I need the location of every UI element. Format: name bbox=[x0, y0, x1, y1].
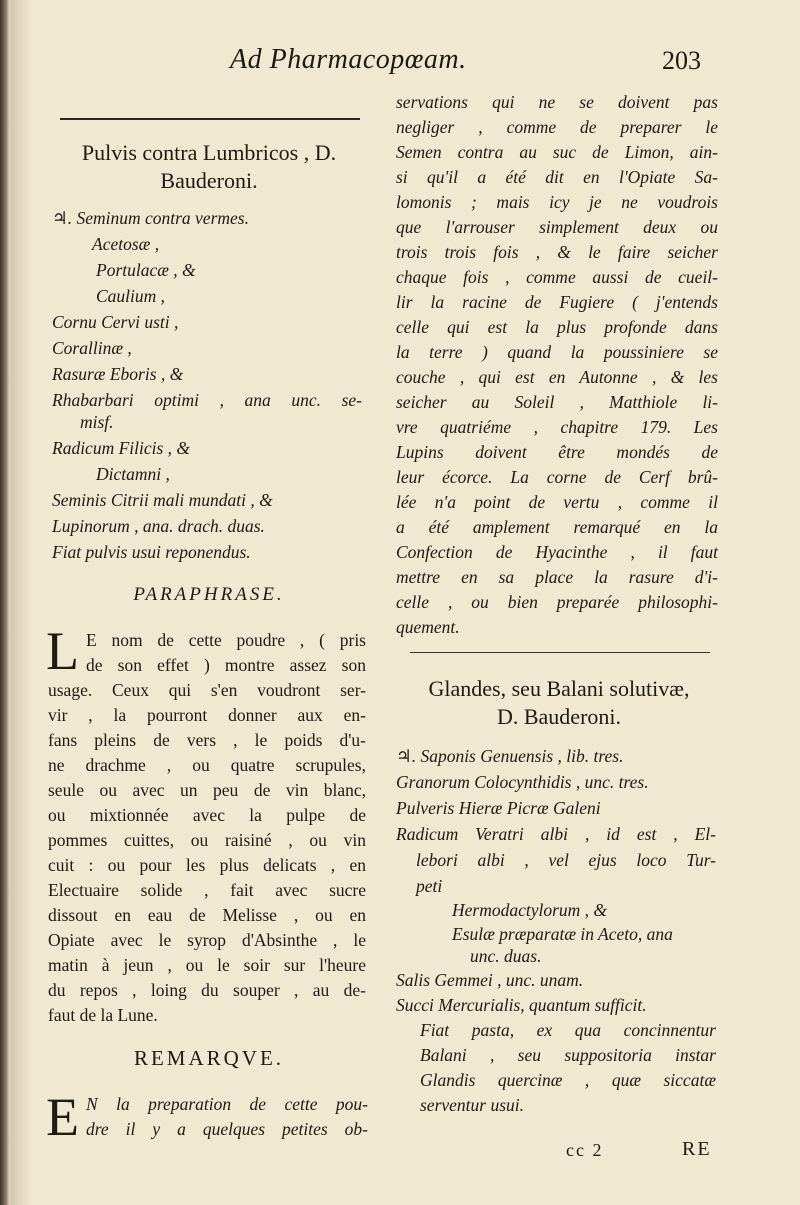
section-rule bbox=[60, 118, 360, 120]
recipe-line: serventur usui. bbox=[420, 1095, 525, 1115]
recipe-line: Esulæ præparatæ in Aceto, ana bbox=[452, 924, 673, 944]
recipe-line: lebori albi , vel ejus loco Tur- bbox=[416, 850, 716, 870]
recipe-line: Glandis quercinæ , quæ siccatæ bbox=[420, 1070, 716, 1090]
recipe-line: unc. duas. bbox=[470, 946, 542, 966]
continuation-line: celle , ou bien preparée philosophi- bbox=[396, 592, 718, 612]
recipe-title-line: Pulvis contra Lumbricos , D. bbox=[81, 140, 337, 165]
paraphrase-line: ne drachme , ou quatre scrupules, bbox=[48, 755, 366, 775]
continuation-line: Lupins doivent être mondés de bbox=[396, 442, 718, 462]
continuation-line: lir la racine de Fugiere ( j'entends bbox=[396, 292, 718, 312]
continuation-line: couche , qui est en Autonne , & les bbox=[396, 367, 718, 387]
recipe-line: Corallinæ , bbox=[52, 338, 132, 358]
continuation-line: trois trois fois , & le faire seicher bbox=[396, 242, 718, 262]
paraphrase-line: Electuaire solide , fait avec sucre bbox=[48, 880, 366, 900]
recipe-line: ♃. Saponis Genuensis , lib. tres. bbox=[396, 746, 624, 766]
section-heading-paraphrase: PARAPHRASE. bbox=[133, 584, 285, 605]
recipe-title-line: D. Bauderoni. bbox=[496, 704, 622, 729]
catchword: RE bbox=[682, 1138, 712, 1160]
continuation-line: servations qui ne se doivent pas bbox=[396, 92, 718, 112]
recipe-line: Rhabarbari optimi , ana unc. se- bbox=[52, 390, 362, 410]
recipe-line: Caulium , bbox=[96, 286, 166, 306]
recipe-line: peti bbox=[416, 876, 443, 896]
recipe-line: Portulacæ , & bbox=[96, 260, 196, 280]
continuation-line: que l'arrouser simplement deux ou bbox=[396, 217, 718, 237]
recipe-line: Hermodactylorum , & bbox=[452, 900, 608, 920]
continuation-line: la terre ) quand la poussiniere se bbox=[396, 342, 718, 362]
continuation-line: Semen contra au suc de Limon, ain- bbox=[396, 142, 718, 162]
continuation-line: a été amplement remarqué en la bbox=[396, 517, 718, 537]
recipe-line: Fiat pulvis usui reponendus. bbox=[52, 542, 251, 562]
recipe-line: misf. bbox=[80, 412, 114, 432]
continuation-line: lée n'a point de vertu , comme il bbox=[396, 492, 718, 512]
paraphrase-line: usage. Ceux qui s'en voudront ser- bbox=[48, 680, 366, 700]
paraphrase-line: faut de la Lune. bbox=[48, 1005, 158, 1025]
continuation-line: Confection de Hyacinthe , il faut bbox=[396, 542, 718, 562]
recipe-line: Succi Mercurialis, quantum sufficit. bbox=[396, 995, 647, 1015]
paraphrase-line: pommes cuittes, ou raisiné , ou vin bbox=[48, 830, 366, 850]
continuation-line: chaque fois , comme aussi de cueil- bbox=[396, 267, 718, 287]
gutter-shadow bbox=[10, 0, 32, 1205]
remarque-line: dre il y a quelques petites ob- bbox=[86, 1119, 368, 1139]
continuation-line: vre quatriéme , chapitre 179. Les bbox=[396, 417, 718, 437]
recipe-line: Fiat pasta, ex qua concinnentur bbox=[420, 1020, 716, 1040]
running-title: Ad Pharmacopœam. bbox=[230, 44, 467, 75]
recipe-title-line: Glandes, seu Balani solutivæ, bbox=[428, 676, 690, 701]
paraphrase-line: dissout en eau de Melisse , ou en bbox=[48, 905, 366, 925]
recipe-line: ♃. Seminum contra vermes. bbox=[52, 208, 249, 228]
paraphrase-line: Opiate avec le syrop d'Absinthe , le bbox=[48, 930, 366, 950]
page-number: 203 bbox=[662, 46, 701, 75]
paraphrase-line: de son effet ) montre assez son bbox=[86, 655, 366, 675]
recipe-line: Seminis Citrii mali mundati , & bbox=[52, 490, 273, 510]
book-spine-shadow bbox=[0, 0, 10, 1205]
drop-cap: E bbox=[46, 1087, 79, 1147]
paraphrase-line: du repos , loing du souper , au de- bbox=[48, 980, 366, 1000]
continuation-line: negliger , comme de preparer le bbox=[396, 117, 718, 137]
paraphrase-line: ou mixtionnée avec la pulpe de bbox=[48, 805, 366, 825]
paraphrase-line: seule ou avec un peu de vin blanc, bbox=[48, 780, 366, 800]
continuation-line: seicher au Soleil , Matthiole li- bbox=[396, 392, 718, 412]
recipe-line: Pulveris Hieræ Picræ Galeni bbox=[396, 798, 601, 818]
recipe-line: Radicum Veratri albi , id est , El- bbox=[396, 824, 716, 844]
signature-mark: cc 2 bbox=[566, 1140, 604, 1160]
recipe-line: Radicum Filicis , & bbox=[52, 438, 191, 458]
paraphrase-line: fans pleins de vers , le poids d'u- bbox=[48, 730, 366, 750]
recipe-line: Cornu Cervi usti , bbox=[52, 312, 179, 332]
continuation-line: si qu'il a été dit en l'Opiate Sa- bbox=[396, 167, 718, 187]
recipe-line: Dictamni , bbox=[96, 464, 170, 484]
recipe-line: Rasuræ Eboris , & bbox=[52, 364, 184, 384]
recipe-line: Acetosæ , bbox=[92, 234, 160, 254]
recipe-line: Salis Gemmei , unc. unam. bbox=[396, 970, 584, 990]
continuation-line: mettre en sa place la rasure d'i- bbox=[396, 567, 718, 587]
paraphrase-line: cuit : ou pour les plus delicats , en bbox=[48, 855, 366, 875]
recipe-line: Lupinorum , ana. drach. duas. bbox=[52, 516, 265, 536]
recipe-line: Balani , seu suppositoria instar bbox=[420, 1045, 716, 1065]
recipe-title-line: Bauderoni. bbox=[160, 168, 258, 193]
section-heading-remarque: REMARQVE. bbox=[133, 1046, 285, 1070]
paraphrase-line: matin à jeun , ou le soir sur l'heure bbox=[48, 955, 366, 975]
recipe-line: Granorum Colocynthidis , unc. tres. bbox=[396, 772, 649, 792]
section-rule bbox=[410, 652, 710, 653]
continuation-line: lomonis ; mais icy je ne voudrois bbox=[396, 192, 718, 212]
drop-cap: L bbox=[46, 621, 79, 681]
paraphrase-line: vir , la pourront donner aux en- bbox=[48, 705, 366, 725]
remarque-line: N la preparation de cette pou- bbox=[86, 1094, 368, 1114]
continuation-line: quement. bbox=[396, 617, 460, 637]
continuation-line: leur écorce. La corne de Cerf brû- bbox=[396, 467, 718, 487]
continuation-line: celle qui est la plus profonde dans bbox=[396, 317, 718, 337]
paraphrase-line: E nom de cette poudre , ( pris bbox=[86, 630, 366, 650]
